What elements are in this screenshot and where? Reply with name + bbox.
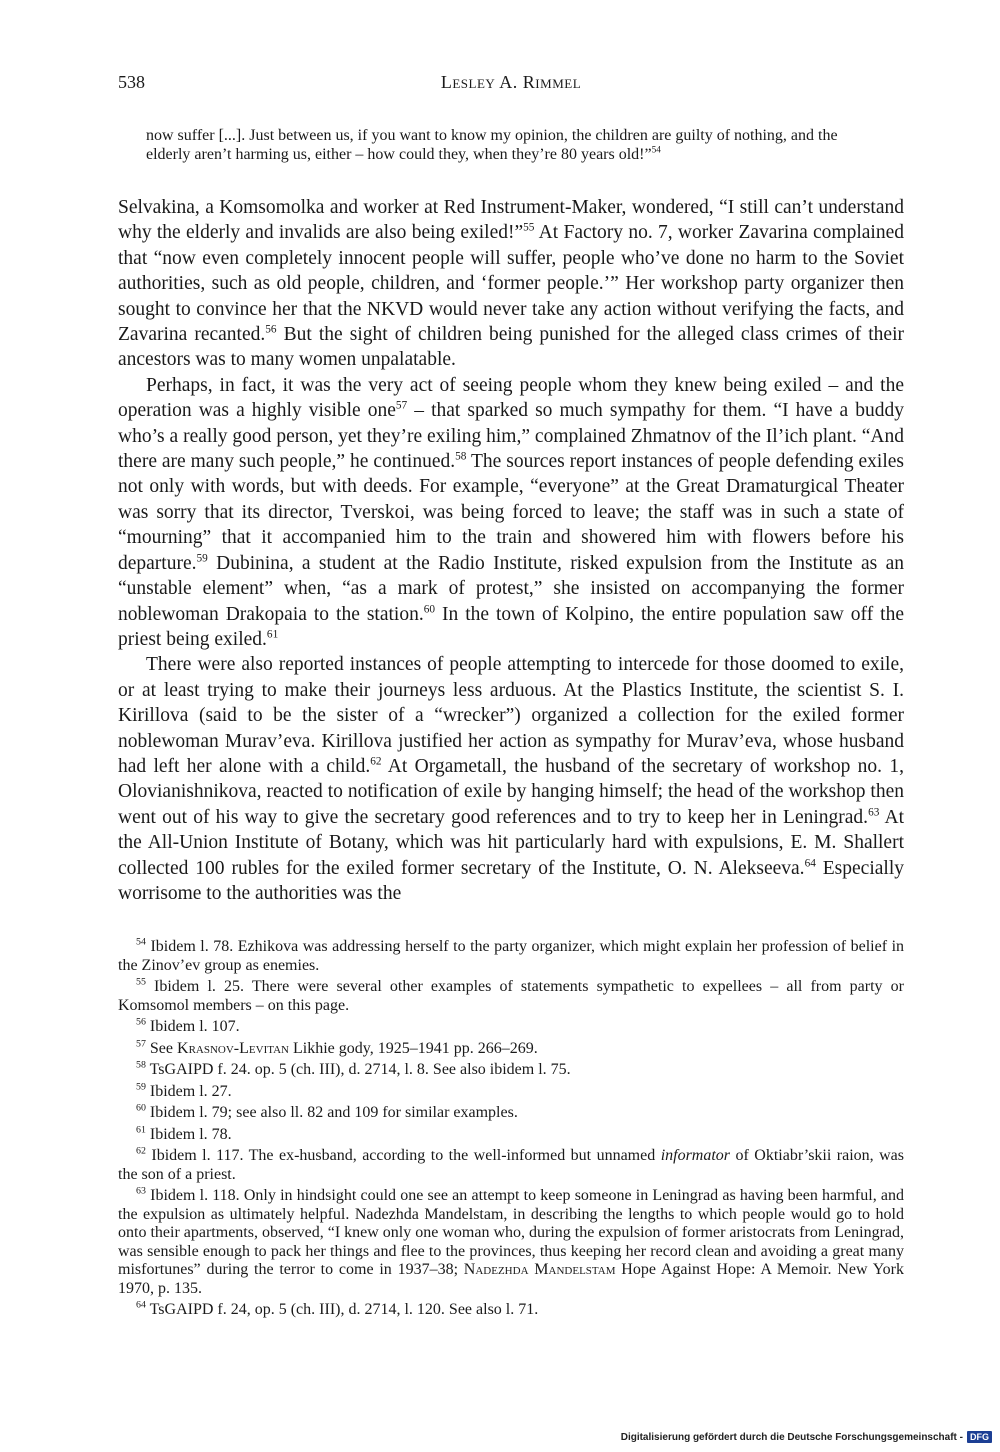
footnote (118, 1104, 904, 1123)
footnote-number: 64 (136, 1299, 146, 1311)
footnote (118, 978, 904, 1015)
footnote-number: 62 (136, 1145, 146, 1157)
text-run: Especially worrisome to the authorities was the (118, 857, 904, 904)
text-run: Ibidem l. 107. (149, 1018, 240, 1035)
text-run: Ibidem l. 79; see also ll. 82 and 109 for similar examples. (149, 1104, 518, 1121)
footnote-ref: 64 (804, 857, 816, 870)
footnote-ref: 57 (395, 399, 408, 412)
digitization-credit (621, 1431, 992, 1443)
footnote (118, 1147, 904, 1184)
footnote-number: 58 (136, 1059, 146, 1071)
dfg-logo: DFG (967, 1431, 992, 1443)
text-run: Likhie gody, 1925–1941 pp. 266–269. (288, 1039, 538, 1057)
text-run: The sources report instances of people defending exiles not only with words, but with deeds. For example, “everyone” at the Great Dramaturgical Theater was sorry that its director, Tverskoi, was being forced to leave; the staff was in such a state of “mourning” that it accompanied him to the train and showered him with flowers before his departure. (118, 451, 904, 574)
footnote-ref: 54 (651, 145, 661, 156)
text-run: Selvakina, a Komsomolka and worker at Red Instrument-Maker, wondered, “I still can’t understand why the elderly and invalids are also being exiled!” (118, 197, 904, 244)
footnote-ref: 63 (868, 806, 880, 819)
footnote-number: 54 (136, 936, 146, 948)
text-run: Ibidem l. 78. (149, 1125, 232, 1143)
footnote-number: 63 (136, 1185, 146, 1197)
page-number: 538 (118, 72, 145, 92)
author-name: Nadezhda Mandelstam (463, 1261, 616, 1278)
footnote-ref: 58 (455, 450, 467, 463)
page-header (118, 72, 904, 100)
footnote (118, 1126, 904, 1145)
text-run: Hope Against Hope: A Memoir. New York 1970, p. 135. (118, 1261, 905, 1297)
block-quote (146, 126, 876, 164)
body-paragraph (118, 195, 904, 373)
text-run: TsGAIPD f. 24, op. 5 (ch. III), d. 2714, l. 120. See also l. 71. (149, 1301, 539, 1318)
footnote-ref: 55 (523, 221, 535, 234)
running-head: Lesley A. Rimmel (440, 72, 582, 92)
footnote-ref: 62 (370, 755, 382, 768)
digitization-text: Digitalisierung gefördert durch die Deutsche Forschungsgemeinschaft - (620, 1431, 963, 1443)
author-name: Krasnov-Levitan (177, 1039, 289, 1057)
text-run: Perhaps, in fact, it was the very act of seeing people whom they knew being exiled – and the operation was a highly visible one (118, 374, 904, 422)
footnote-number: 57 (136, 1038, 146, 1050)
footnote-ref: 56 (265, 323, 277, 336)
text-run: But the sight of children being punished for the alleged class crimes of their ancestors was to many women unpalatable. (118, 324, 904, 371)
footnote (118, 1018, 904, 1037)
text-run: of Oktiabr’skii raion, was the son of a priest. (118, 1147, 905, 1183)
text-run: Dubinina, a student at the Radio Institute, risked expulsion from the Institute as an “unstable element” when, “as a mark of protest,” she insisted on accompanying the former noblewoman Drakopaia to the station. (118, 552, 904, 625)
body-text (118, 195, 904, 906)
text-run: TsGAIPD f. 24. op. 5 (ch. III), d. 2714, l. 8. See also ibidem l. 75. (149, 1061, 571, 1078)
text-run: See (149, 1039, 178, 1057)
text-run: In the town of Kolpino, the entire population saw off the priest being exiled. (118, 603, 904, 650)
footnotes (118, 938, 904, 1323)
footnote-number: 59 (136, 1081, 146, 1093)
block-quote-text: now suffer [...]. Just between us, if you want to know my opinion, the children are guilty of nothing, and the elderly aren’t harming us, either – how could they, when they’re 80 years old!” (146, 127, 838, 163)
footnote (118, 1040, 904, 1059)
footnote (118, 1083, 904, 1102)
footnote (118, 938, 904, 975)
footnote (118, 1301, 904, 1320)
text-run: Ibidem l. 27. (149, 1082, 232, 1100)
footnote-number: 61 (136, 1124, 146, 1136)
footnote-number: 55 (136, 976, 146, 988)
italic-term: informator (660, 1147, 731, 1164)
footnote-number: 60 (136, 1102, 146, 1114)
footnote-number: 56 (136, 1016, 146, 1028)
footnote (118, 1187, 904, 1298)
footnote-ref: 60 (423, 603, 435, 615)
footnote-ref: 61 (266, 628, 279, 641)
text-run: At the All-Union Institute of Botany, which was hit particularly hard with expulsions, E. M. Shallert collected 100 rubles for the exiled former secretary of the Institute, O. N. Alekseeva. (118, 806, 904, 879)
text-run: At Orgametall, the husband of the secretary of workshop no. 1, Olovianishnikova, reacted to notification of exile by hanging himself; the head of the workshop then went out of his way to give the secretary good references and to try to keep her in Leningrad. (118, 755, 904, 828)
text-run: Ibidem l. 118. Only in hindsight could one see an attempt to keep someone in Leningrad as having been harmful, and the expulsion as ultimately helpful. Nadezhda Mandelstam, in describing the lengths to which people would go to hold onto their apartments, observed, “I knew only one woman who, during the expulsion of former aristocrats from Leningrad, was sensible enough to pack her things and flee to the provinces, thus keeping her record clean and avoiding a great many misfortunes” during the terror to come in 1937–38; (118, 1187, 905, 1278)
text-run: Ibidem l. 78. Ezhikova was addressing herself to the party organizer, which might explain her profession of belief in the Zinov’ev group as enemies. (118, 938, 905, 974)
text-run: Ibidem l. 25. There were several other examples of statements sympathetic to expellees – all from party or Komsomol members – on this page. (118, 978, 904, 1014)
text-run: – that sparked so much sympathy for them. “I have a buddy who’s a really good person, yet they’re exiling him,” complained Zhmatnov of the Il’ich plant. “And there are many such people,” he continued. (118, 400, 904, 473)
footnote-ref: 59 (196, 552, 208, 565)
body-paragraph (118, 652, 904, 906)
text-run: At Factory no. 7, worker Zavarina complained that “now even completely innocent people will suffer, people who’ve done no harm to the Soviet authorities, such as old people, children, and ‘former people.’” Her workshop party organizer then sought to convince her that the NKVD would never take any action without verifying the facts, and Zavarina recanted. (118, 222, 904, 346)
text-run: Ibidem l. 117. The ex-husband, according to the well-informed but unnamed (151, 1147, 661, 1164)
text-run: There were also reported instances of people attempting to intercede for those doomed to exile, or at least trying to make their journeys less arduous. At the Plastics Institute, the scientist S. I. Kirillova (said to be the sister of a “wrecker”) organized a collection for the exiled former noblewoman Murav’eva. Kirillova justified her action as sympathy for Murav’eva, whose husband had left her alone with a child. (118, 654, 904, 777)
body-paragraph (118, 373, 904, 652)
footnote (118, 1061, 904, 1080)
